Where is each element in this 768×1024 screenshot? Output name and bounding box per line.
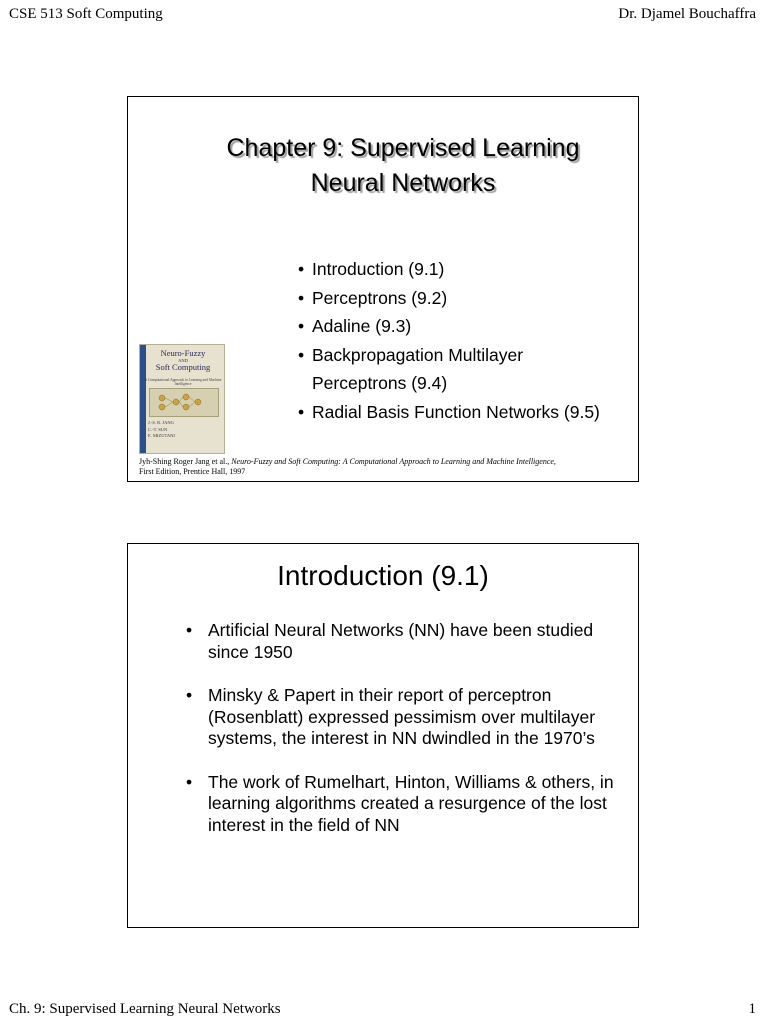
list-item: • Minsky & Papert in their report of perceptron (Rosenblatt) expressed pessimism over multilayer systems, the interest in NN dwindled in the 1970’s: [186, 685, 626, 750]
book-authors: J.-S. R. JANG C.-T. SUN E. MIZUTANI: [148, 420, 175, 438]
book-cover-diagram: [149, 388, 219, 417]
book-cover-image: [139, 344, 225, 454]
slide1-title-line2: Neural Networks: [310, 169, 496, 197]
slide-introduction: [127, 543, 639, 928]
list-item: • Radial Basis Function Networks (9.5): [298, 398, 600, 427]
slide2-title: Introduction (9.1): [277, 560, 489, 591]
book-title: Neuro-Fuzzy AND Soft Computing: [155, 348, 211, 372]
slide1-title: [168, 131, 638, 201]
page-number: 1: [748, 1001, 756, 1017]
book-citation: Jyh-Shing Roger Jang et al., Neuro-Fuzzy and Soft Computing: A Computational Approach to Learning and Machine Intelligence, First Edition, Prentice Hall, 1997: [139, 457, 556, 476]
slide1-title-line1: Chapter 9: Supervised Learning: [226, 134, 580, 162]
list-item: • Adaline (9.3): [298, 312, 600, 341]
book-subtitle: A Computational Approach to Learning and Machine Intelligence: [144, 378, 222, 386]
list-item: • Backpropagation Multilayer Perceptrons (9.4): [298, 341, 600, 398]
list-item: • Perceptrons (9.2): [298, 284, 600, 313]
slide2-bullet-list: [186, 620, 626, 858]
slide1-bullet-list: [298, 255, 600, 426]
header-author: Dr. Djamel Bouchaffra: [618, 6, 756, 22]
header-course-title: CSE 513 Soft Computing: [9, 6, 163, 22]
footer-chapter-title: Ch. 9: Supervised Learning Neural Networks: [9, 1001, 281, 1017]
slide-chapter-title: [127, 96, 639, 482]
list-item: • Artificial Neural Networks (NN) have been studied since 1950: [186, 620, 626, 663]
list-item: • The work of Rumelhart, Hinton, Williams & others, in learning algorithms created a resurgence of the lost interest in the field of NN: [186, 772, 626, 837]
list-item: • Introduction (9.1): [298, 255, 600, 284]
